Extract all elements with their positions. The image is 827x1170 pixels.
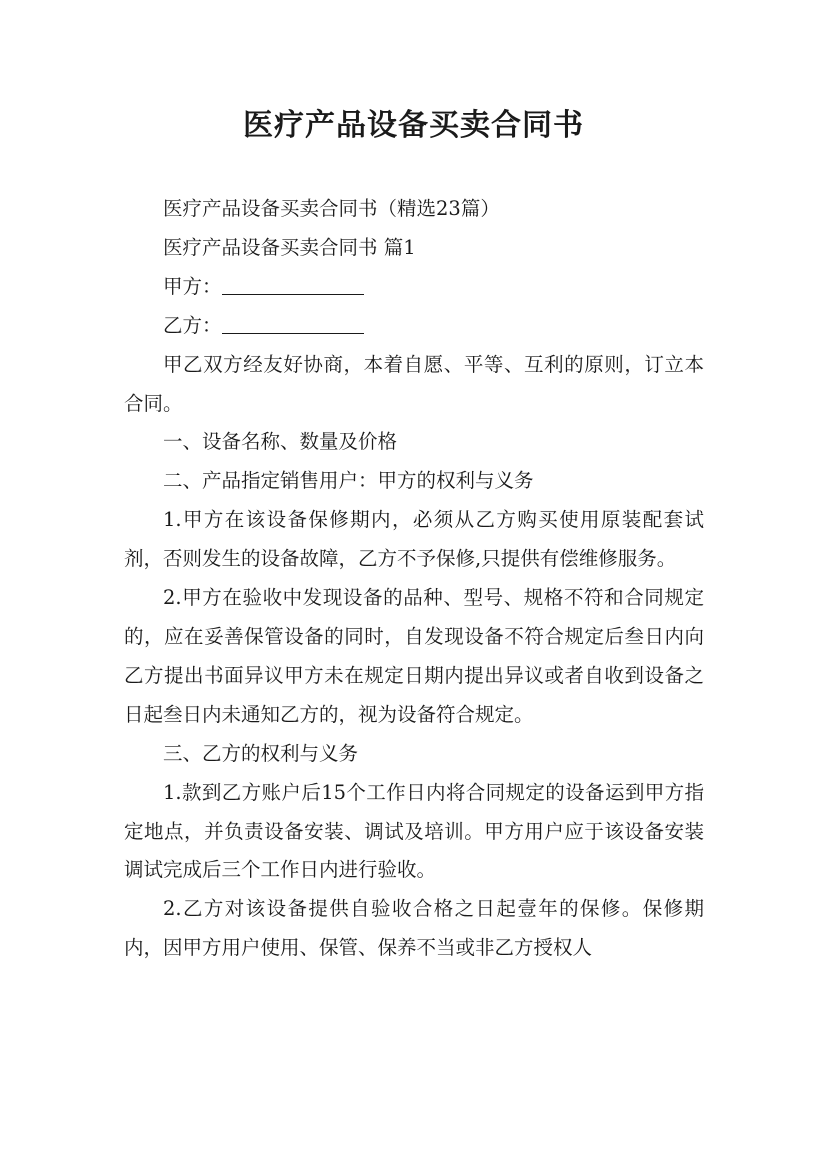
document-body (124, 190, 704, 968)
paragraph: 2.乙方对该设备提供自验收合格之日起壹年的保修。保修期内，因甲方用户使用、保管、保养不当或非乙方授权人 (124, 897, 704, 960)
clause-heading: 一、设备名称、数量及价格 (163, 430, 398, 454)
document-title: 医疗产品设备买卖合同书 (243, 108, 584, 143)
paragraph: 2.甲方在验收中发现设备的品种、型号、规格不符和合同规定的，应在妥善保管设备的同时，自发现设备不符合规定后叁日内向乙方提出书面异议甲方未在规定日期内提出异议或者自收到设备之日起叁日内未通知乙方的，视为设备符合规定。 (124, 586, 704, 726)
party-b-line (124, 307, 704, 346)
party-a-line (124, 268, 704, 307)
paragraph: 甲乙双方经友好协商，本着自愿、平等、互利的原则，订立本合同。 (124, 352, 704, 415)
party-b-blank (222, 315, 364, 334)
paragraph: 1.款到乙方账户后15个工作日内将合同规定的设备运到甲方指定地点，并负责设备安装、调试及培训。甲方用户应于该设备安装调试完成后三个工作日内进行验收。 (124, 780, 704, 882)
party-b-label: 乙方： (163, 313, 222, 337)
section-heading: 医疗产品设备买卖合同书 篇1 (163, 235, 416, 259)
clause-heading: 二、产品指定销售用户：甲方的权利与义务 (163, 469, 534, 493)
party-a-label: 甲方： (163, 274, 222, 298)
paragraph: 1.甲方在该设备保修期内，必须从乙方购买使用原装配套试剂，否则发生的设备故障，乙方不予保修,只提供有偿维修服务。 (124, 508, 704, 571)
party-a-blank (222, 276, 364, 295)
subtitle: 医疗产品设备买卖合同书（精选23篇） (163, 197, 500, 220)
clause-heading: 三、乙方的权利与义务 (163, 741, 359, 765)
